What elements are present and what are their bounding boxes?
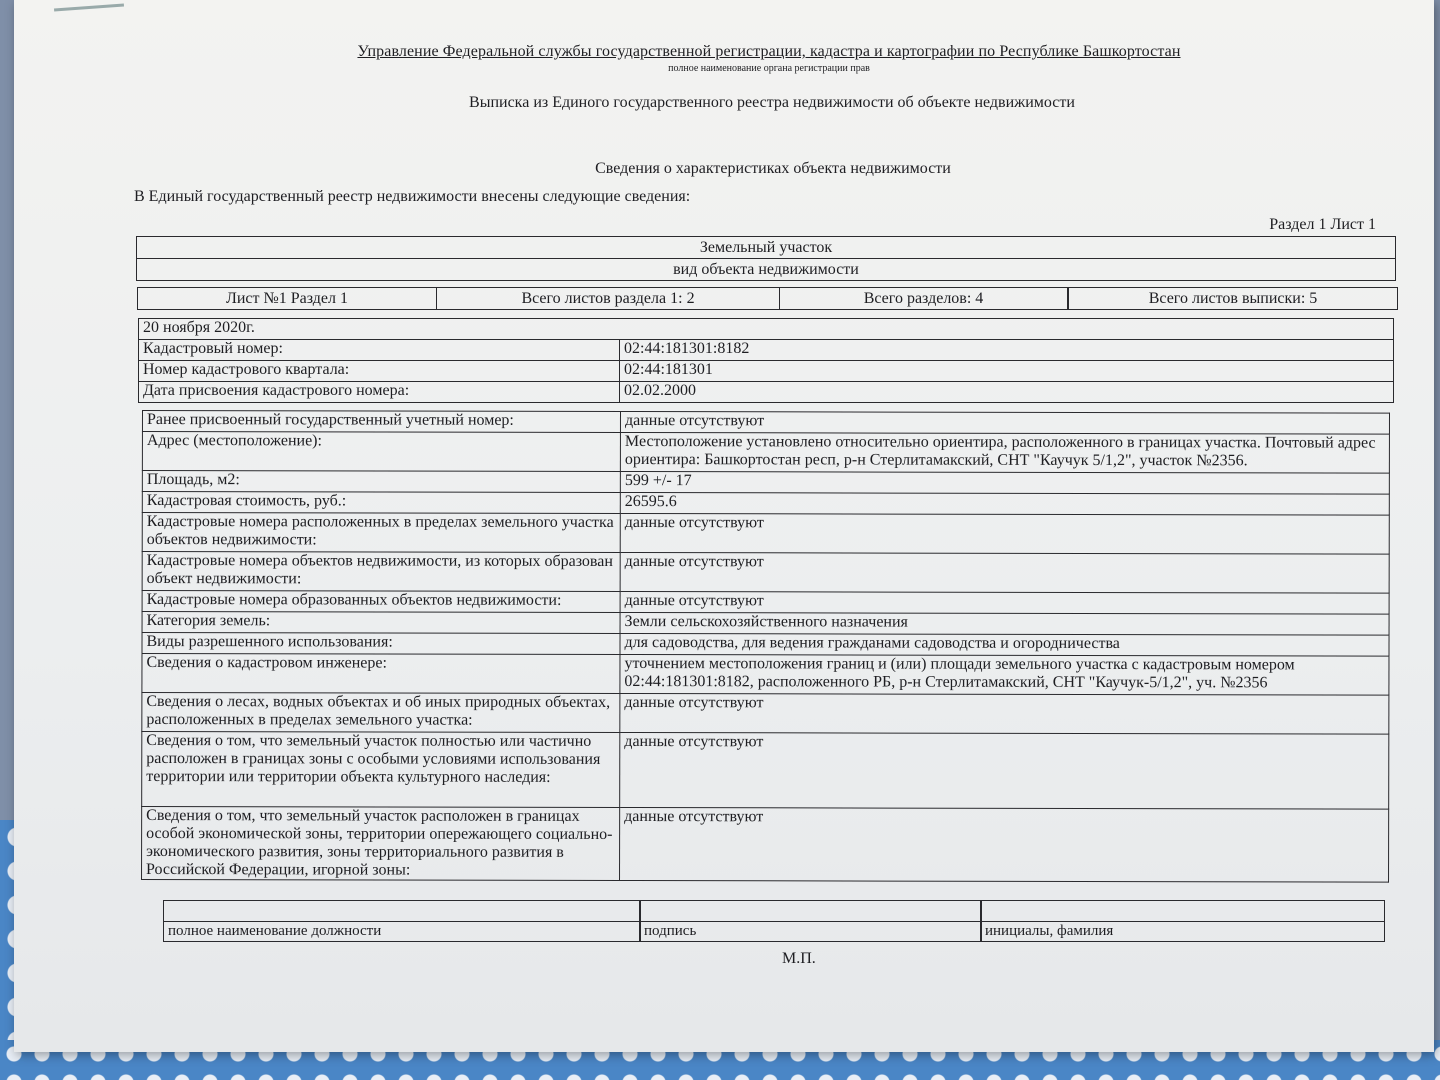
row-label: Номер кадастрового квартала: xyxy=(139,361,620,382)
signature-block xyxy=(163,900,1385,942)
table-row xyxy=(142,693,1389,735)
intro-text: В Единый государственный реестр недвижимости внесены следующие сведения: xyxy=(134,188,691,205)
name-column xyxy=(980,900,1385,942)
row-value: 02:44:181301 xyxy=(620,361,1394,382)
row-value: данные отсутствуют xyxy=(620,808,1389,883)
row-value: 26595.6 xyxy=(620,493,1389,516)
table-row xyxy=(142,492,1389,516)
row-value: данные отсутствуют xyxy=(620,694,1389,735)
table-row xyxy=(139,340,1394,361)
characteristics-table xyxy=(141,410,1390,883)
table-row xyxy=(142,654,1389,696)
table-row xyxy=(142,732,1389,810)
section-reference: Раздел 1 Лист 1 xyxy=(1269,216,1376,233)
document-title: Выписка из Единого государственного реестра недвижимости об объекте недвижимости xyxy=(469,94,1075,111)
total-sheets-section-cell: Всего листов раздела 1: 2 xyxy=(436,287,780,310)
row-label: Кадастровая стоимость, руб.: xyxy=(142,492,620,514)
signature-label: подпись xyxy=(644,923,697,939)
row-value: 02:44:181301:8182 xyxy=(620,340,1394,361)
row-label: Кадастровые номера образованных объектов недвижимости: xyxy=(142,591,620,613)
stamp-place: М.П. xyxy=(782,950,816,967)
signature-column xyxy=(639,900,982,942)
row-label: Ранее присвоенный государственный учетный номер: xyxy=(142,411,620,433)
document-page xyxy=(14,0,1434,1052)
row-value: данные отсутствуют xyxy=(620,592,1389,615)
table-row xyxy=(142,612,1389,636)
organization-caption: полное наименование органа регистрации прав xyxy=(668,63,870,74)
table-row xyxy=(139,361,1394,382)
pen-mark xyxy=(54,4,124,12)
row-label: Сведения о кадастровом инженере: xyxy=(142,654,620,694)
row-label: Адрес (местоположение): xyxy=(142,432,620,472)
row-value: Земли сельскохозяйственного назначения xyxy=(620,613,1389,636)
row-label: Кадастровый номер: xyxy=(139,340,620,361)
row-value: данные отсутствуют xyxy=(620,553,1389,594)
row-label: Виды разрешенного использования: xyxy=(142,633,620,655)
section-title: Сведения о характеристиках объекта недвижимости xyxy=(595,160,951,177)
position-column xyxy=(163,900,641,942)
object-type-caption: вид объекта недвижимости xyxy=(136,258,1396,281)
table-row xyxy=(142,591,1389,615)
row-label: Кадастровые номера объектов недвижимости, из которых образован объект недвижимости: xyxy=(142,552,620,592)
table-row xyxy=(142,432,1389,474)
row-value: для садоводства, для ведения гражданами садоводства и огородничества xyxy=(620,634,1389,657)
table-row xyxy=(139,319,1394,340)
row-label: Сведения о том, что земельный участок полностью или частично расположен в границах зоны с особыми условиями использования территории или территории объекта культурного наследия: xyxy=(142,732,620,808)
table-row xyxy=(142,513,1389,555)
organization-name: Управление Федеральной службы государственной регистрации, кадастра и картографии по Республике Башкортостан xyxy=(357,43,1181,60)
table-row xyxy=(142,552,1389,594)
table-row xyxy=(142,807,1389,883)
object-type: Земельный участок xyxy=(136,236,1396,259)
table-row xyxy=(142,411,1389,435)
table-row xyxy=(142,633,1389,657)
row-value: данные отсутствуют xyxy=(620,514,1389,555)
row-value: 02.02.2000 xyxy=(620,382,1394,403)
row-value: уточнением местоположения границ и (или) площади земельного участка с кадастровым номером 02:44:181301:8182, расположенного РБ, р-н Стерлитамакский, СНТ "Каучук-5/1,2", уч. №2356 xyxy=(620,655,1389,696)
table-row xyxy=(142,471,1389,495)
row-label: Сведения о том, что земельный участок расположен в границах особой экономической зоны, территории опережающего социально-экономического развития, зоны территориального развития в Российской Федерации, игорной зоны: xyxy=(142,807,620,881)
row-value: 599 +/- 17 xyxy=(620,472,1389,495)
row-label: Категория земель: xyxy=(142,612,620,634)
row-label: Площадь, м2: xyxy=(142,471,620,493)
row-label: Дата присвоения кадастрового номера: xyxy=(139,382,620,403)
row-value: данные отсутствуют xyxy=(620,412,1389,435)
row-value: данные отсутствуют xyxy=(620,733,1389,810)
sheet-section-cell: Лист №1 Раздел 1 xyxy=(137,287,437,310)
row-label: Сведения о лесах, водных объектах и об иных природных объектах, расположенных в пределах земельного участка: xyxy=(142,693,620,733)
row-value: Местоположение установлено относительно ориентира, расположенного в границах участка. Почтовый адрес ориентира: Башкортостан респ, р-н Стерлитамакский, СНТ "Каучук 5/1,2", участок №2356. xyxy=(620,433,1389,474)
position-label: полное наименование должности xyxy=(168,923,382,939)
identification-table xyxy=(138,318,1394,403)
date-cell: 20 ноября 2020г. xyxy=(139,319,1394,340)
table-row xyxy=(139,382,1394,403)
total-sections-cell: Всего разделов: 4 xyxy=(779,287,1068,310)
total-sheets-extract-cell: Всего листов выписки: 5 xyxy=(1068,287,1398,310)
row-label: Кадастровые номера расположенных в пределах земельного участка объектов недвижимости: xyxy=(142,513,620,553)
name-label: инициалы, фамилия xyxy=(985,923,1114,939)
